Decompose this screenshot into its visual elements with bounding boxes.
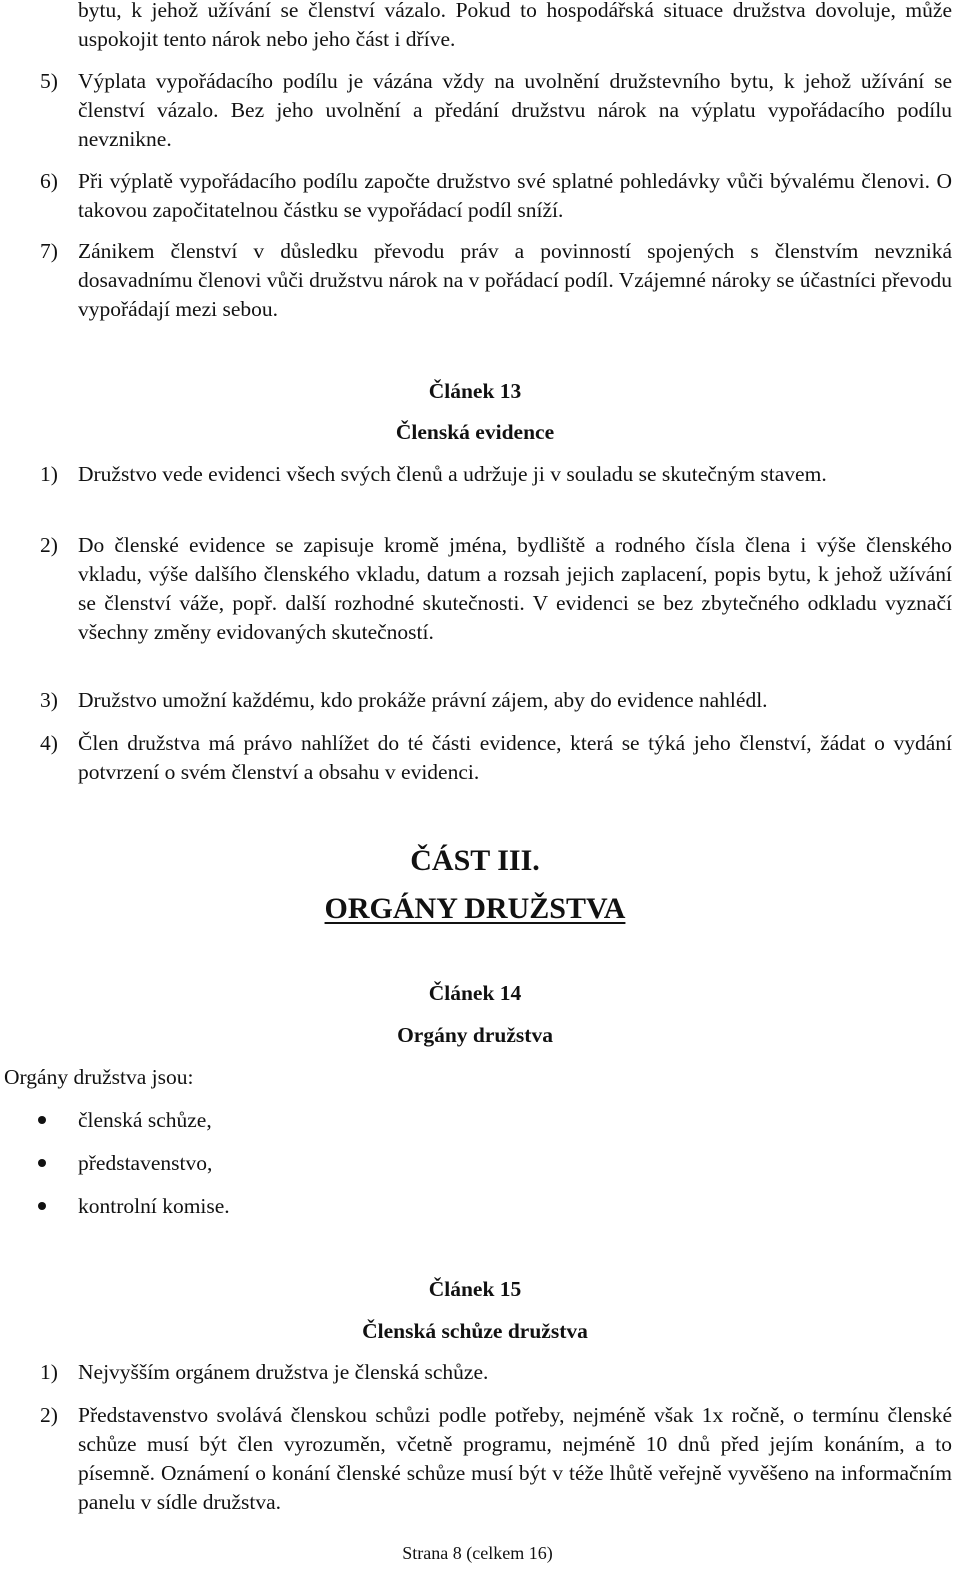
paragraph-5 <box>40 67 952 154</box>
part-subtitle <box>0 891 950 927</box>
paragraph-7 <box>40 237 952 324</box>
article-13-paragraph-3 <box>40 686 952 715</box>
list-item-text: představenstvo, <box>78 1151 213 1175</box>
paragraph-6 <box>40 167 952 225</box>
paragraph-number: 1) <box>40 1360 58 1384</box>
paragraph-text: Nejvyšším orgánem družstva je členská schůze. <box>78 1360 489 1384</box>
paragraph-text: Družstvo vede evidenci všech svých členů a udržuje ji v souladu se skutečným stavem. <box>78 462 827 486</box>
article-15-heading: Článek 15 <box>428 1277 522 1301</box>
article-13-title: Členská evidence <box>395 420 555 444</box>
organs-intro: Orgány družstva jsou: <box>4 1065 194 1089</box>
paragraph-number: 5) <box>40 69 58 93</box>
paragraph-text: Zánikem členství v důsledku převodu práv a povinností spojených s členstvím nevzniká dosavadnímu členovi vůči družstvu nárok na v pořádací podíl. Vzájemné nároky se účastníci převodu vypořádají mezi sebou. <box>78 239 952 321</box>
paragraph-number: 6) <box>40 169 58 193</box>
paragraph-number: 4) <box>40 731 58 755</box>
paragraph-number: 1) <box>40 462 58 486</box>
paragraph-text: Družstvo umožní každému, kdo prokáže právní zájem, aby do evidence nahlédl. <box>78 688 768 712</box>
article-14-title: Orgány družstva <box>397 1023 553 1047</box>
list-item-text: kontrolní komise. <box>78 1194 230 1218</box>
article-13-paragraph-2 <box>40 531 952 647</box>
paragraph-text: Představenstvo svolává členskou schůzi podle potřeby, nejméně však 1x ročně, o termínu členské schůze musí být člen vyrozuměn, včetně programu, nejméně 10 dnů před jejím konáním, a to písemně. Oznámení o konání členské schůze musí být v téže lhůtě veřejně vyvěšeno na informačním panelu v sídle družstva. <box>78 1403 952 1514</box>
bullet-icon <box>38 1116 46 1124</box>
article-15-title: Členská schůze družstva <box>362 1319 588 1343</box>
article-15-paragraph-1 <box>40 1358 952 1387</box>
article-13-paragraph-4 <box>40 729 952 787</box>
list-item-text: členská schůze, <box>78 1108 212 1132</box>
article-13-paragraph-1 <box>40 460 952 489</box>
article-15-paragraph-2 <box>40 1401 952 1517</box>
paragraph-number: 3) <box>40 688 58 712</box>
article-13-heading: Článek 13 <box>428 379 522 403</box>
bullet-icon <box>38 1159 46 1167</box>
article-14-heading: Článek 14 <box>428 981 522 1005</box>
part-title: ČÁST III. <box>410 844 540 877</box>
paragraph-number: 2) <box>40 533 58 557</box>
part-subtitle-text: ORGÁNY DRUŽSTVA <box>324 892 626 925</box>
paragraph-text: Při výplatě vypořádacího podílu započte družstvo své splatné pohledávky vůči bývalému členovi. O takovou započitatelnou částku se vypořádací podíl sníží. <box>78 169 952 222</box>
paragraph-text: Člen družstva má právo nahlížet do té části evidence, která se týká jeho členství, žádat o vydání potvrzení o svém členství a obsahu v evidenci. <box>78 731 952 784</box>
previous-paragraph-continuation: bytu, k jehož užívání se členství vázalo. Pokud to hospodářská situace družstva dovoluje, může uspokojit tento nárok nebo jeho část i dříve. <box>78 0 952 51</box>
bullet-icon <box>38 1202 46 1210</box>
page-footer: Strana 8 (celkem 16) <box>402 1543 553 1563</box>
paragraph-text: Do členské evidence se zapisuje kromě jména, bydliště a rodného čísla člena i výše členského vkladu, výše dalšího členského vkladu, datum a rozsah jejich zaplacení, popis bytu, k jehož užívání se členství váže, popř. další rozhodné skutečnosti. V evidenci se bez zbytečného odkladu vyznačí všechny změny evidovaných skutečností. <box>78 533 952 644</box>
paragraph-text: Výplata vypořádacího podílu je vázána vždy na uvolnění družstevního bytu, k jehož užívání se členství vázalo. Bez jeho uvolnění a předání družstvu nárok na výplatu vypořádacího podílu nevznikne. <box>78 69 952 151</box>
paragraph-number: 7) <box>40 239 58 263</box>
paragraph-number: 2) <box>40 1403 58 1427</box>
